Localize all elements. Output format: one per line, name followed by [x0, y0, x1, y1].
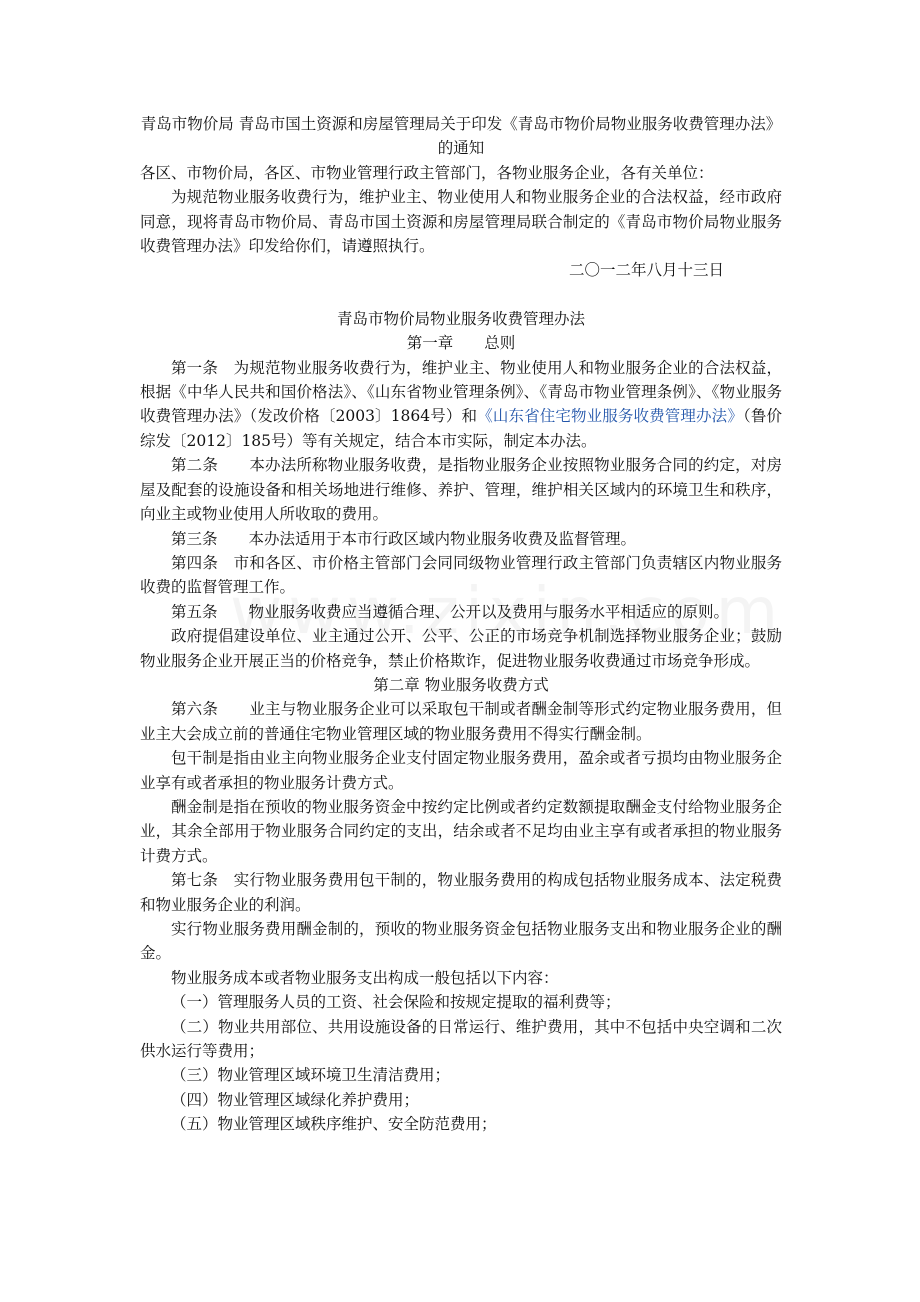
article-5: 第五条 物业服务收费应当遵循合理、公开以及费用与服务水平相适应的原则。	[171, 602, 730, 621]
article-6: 第六条 业主与物业服务企业可以采取包干制或者酬金制等形式约定物业服务费用，但业主大会成立前的普通住宅物业管理区域的物业服务费用不得实行酬金制。	[140, 700, 782, 743]
list-item: （四）物业管理区域绿化养护费用；	[171, 1090, 420, 1109]
article-7-paragraph: 物业服务成本或者物业服务支出构成一般包括以下内容：	[171, 968, 559, 987]
document-page	[140, 112, 782, 1137]
article-3: 第三条 本办法适用于本市行政区域内物业服务收费及监督管理。	[171, 529, 637, 548]
list-item: （一）管理服务人员的工资、社会保险和按规定提取的福利费等；	[171, 993, 621, 1012]
article-5-paragraph: 政府提倡建设单位、业主通过公开、公平、公正的市场竞争机制选择物业服务企业；鼓励物业服务企业开展正当的价格竞争，禁止价格欺诈，促进物业服务收费通过市场竞争形成。	[140, 627, 782, 670]
article-1-text-start: 第一条 为规范物业服务收费行为，维护业主、物业使用人和物业服务企业的合法权益，根据《中华人民共和国价格法》、《山东省物业管理条例》、《青岛市物业管理条例》、《物业服务收费管理办法》（发改价格〔2003〕1864号）和	[140, 358, 782, 426]
article-7: 第七条 实行物业服务费用包干制的，物业服务费用的构成包括物业服务成本、法定税费和物业服务企业的利润。	[140, 871, 782, 914]
chapter-heading: 第一章 总则	[406, 334, 516, 353]
article-6-paragraph: 包干制是指由业主向物业服务企业支付固定物业服务费用，盈余或者亏损均由物业服务企业享有或者承担的物业服务计费方式。	[140, 749, 782, 792]
list-item: （五）物业管理区域秩序维护、安全防范费用；	[171, 1115, 497, 1134]
list-item: （三）物业管理区域环境卫生清洁费用；	[171, 1066, 451, 1085]
shandong-regulation-link[interactable]: 《山东省住宅物业服务收费管理办法》	[477, 407, 743, 426]
article-7-paragraph: 实行物业服务费用酬金制的，预收的物业服务资金包括物业服务支出和物业服务企业的酬金。	[140, 920, 782, 963]
article-1-text-end: （鲁价综发〔2012〕185号）等有关规定，结合本市实际，制定本办法。	[140, 407, 782, 450]
section-gap	[140, 283, 782, 307]
chapter-heading: 第二章 物业服务收费方式	[373, 675, 549, 694]
notice-body: 为规范物业服务收费行为，维护业主、物业使用人和物业服务企业的合法权益，经市政府同意，现将青岛市物价局、青岛市国土资源和房屋管理局联合制定的《青岛市物价局物业服务收费管理办法》印发给你们，请遵照执行。	[140, 188, 782, 256]
notice-date: 二〇一二年八月十三日	[568, 261, 724, 280]
article-4: 第四条 市和各区、市价格主管部门会同同级物业管理行政主管部门负责辖区内物业服务收费的监督管理工作。	[140, 553, 782, 597]
article-6-paragraph: 酬金制是指在预收的物业服务资金中按约定比例或者约定数额提取酬金支付给物业服务企业，其余全部用于物业服务合同约定的支出，结余或者不足均由业主享有或者承担的物业服务计费方式。	[140, 797, 782, 865]
regulation-title: 青岛市物价局物业服务收费管理办法	[336, 309, 585, 328]
list-item: （二）物业共用部位、共用设施设备的日常运行、维护费用，其中不包括中央空调和二次供水运行等费用；	[140, 1017, 782, 1061]
notice-addressee: 各区、市物价局，各区、市物业管理行政主管部门，各物业服务企业，各有关单位：	[140, 163, 714, 182]
article-1	[140, 356, 782, 454]
article-2: 第二条 本办法所称物业服务收费，是指物业服务企业按照物业服务合同的约定，对房屋及配套的设施设备和相关场地进行维修、养护、管理，维护相关区域内的环境卫生和秩序，向业主或物业使用人所收取的费用。	[140, 456, 782, 524]
notice-title: 青岛市物价局 青岛市国土资源和房屋管理局关于印发《青岛市物价局物业服务收费管理办法》的通知	[140, 115, 782, 158]
